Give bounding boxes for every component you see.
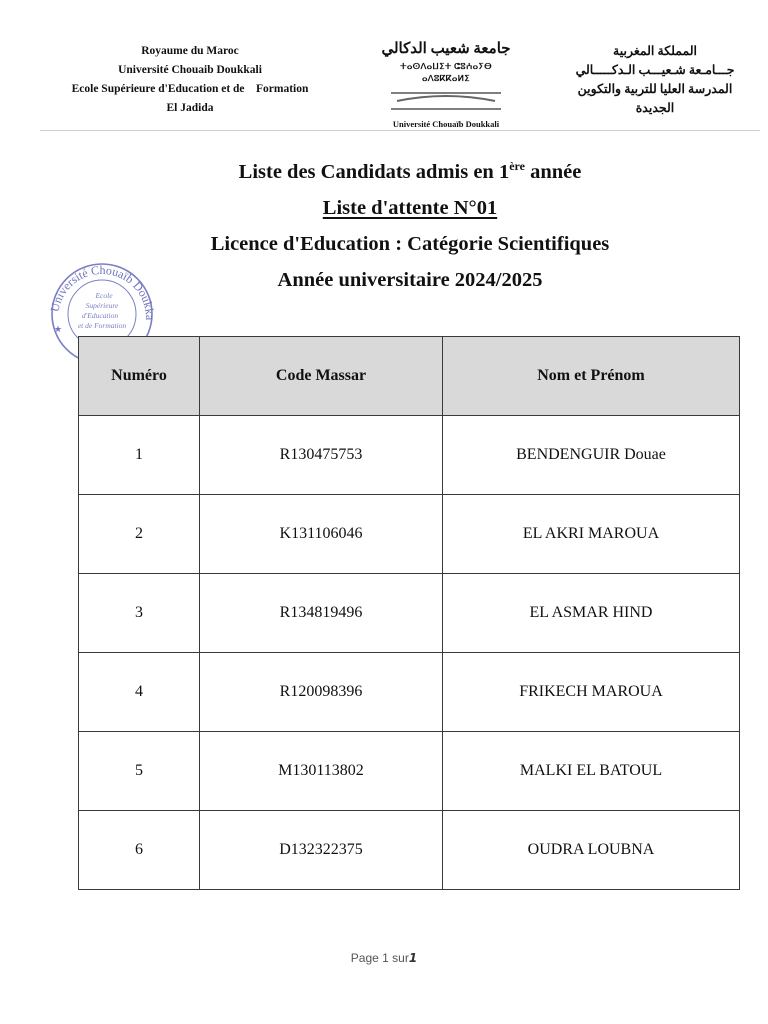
cell-numero: 4 [79,653,200,732]
table-row [79,811,740,890]
waiting-list-title: Liste d'attente N°01 [322,196,498,219]
cell-numero: 6 [79,811,200,890]
cell-code-massar: R120098396 [200,653,443,732]
cell-code-massar: D132322375 [200,811,443,890]
header-right-line: الجديدة [635,101,675,115]
cell-code-massar: R130475753 [200,416,443,495]
table-row [79,732,740,811]
table-header-row [79,337,740,416]
header-code-massar: Code Massar [200,337,443,416]
header-left-line: Université Chouaib Doukkali [118,64,262,76]
stamp-inner-line: et de Formation [77,321,127,330]
stamp-outer-text: Université Chouaïb Doukka [47,262,158,321]
logo-arabic-name: جامعة شعيب الدكالي [381,41,511,57]
academic-year-title: Année universitaire 2024/2025 [277,268,543,291]
page-number-label: Page 1 sur [350,951,409,965]
cell-code-massar: R134819496 [200,574,443,653]
stamp-inner-line: Ecole [95,291,113,300]
stamp-inner-line: d'Education [81,311,119,320]
header-right-block [560,42,750,118]
logo-french-name: Université Chouaïb Doukkali [392,119,500,129]
cell-code-massar: K131106046 [200,495,443,574]
cell-code-massar: M130113802 [200,732,443,811]
header-nom-prenom: Nom et Prénom [443,337,740,416]
logo-tifinagh-name: ⵜⴰⵙⴷⴰⵡⵉⵜ ⵛⵓⵄⴰⵢⴱ ⴰⴷⵓⴽⴽⴰⵍⵉ [400,61,492,83]
title-line-1-main: Liste des Candidats admis en 1 [238,160,510,183]
cell-nom-prenom: FRIKECH MAROUA [443,653,740,732]
university-logo [376,40,516,130]
stamp-inner-line: Supérieure [85,301,119,310]
table-row [79,653,740,732]
cell-numero: 2 [79,495,200,574]
header-left-line: Royaume du Maroc [141,45,239,57]
header-left-block [40,42,340,118]
header-right-line: جـــامـعة شـعيـــب الـدكـــــالي [575,63,735,77]
cell-nom-prenom: BENDENGUIR Douae [443,416,740,495]
table-row [79,416,740,495]
cell-numero: 1 [79,416,200,495]
header-numero: Numéro [79,337,200,416]
document-title-block [60,148,760,298]
cell-nom-prenom: EL AKRI MAROUA [443,495,740,574]
title-line-1-end: année [524,160,582,183]
header-left-line: Ecole Supérieure d'Education et de Formation [71,83,309,95]
table-row [79,574,740,653]
header-left-line: El Jadida [166,102,214,114]
cell-nom-prenom: MALKI EL BATOUL [443,732,740,811]
title-line-1 [60,148,760,190]
page-total-handwritten: 1 [408,951,418,965]
logo-emblem-icon [387,89,505,113]
candidates-table [78,336,740,890]
header-right-line: المدرسة العليا للتربية والتكوين [577,82,733,96]
title-line-1-superscript: ère [509,159,525,173]
cell-nom-prenom: OUDRA LOUBNA [443,811,740,890]
cell-numero: 3 [79,574,200,653]
program-title: Licence d'Education : Catégorie Scientifiques [210,232,610,255]
header-right-line: المملكة المغربية [613,44,697,58]
table-row [79,495,740,574]
page-footer [0,951,768,965]
cell-numero: 5 [79,732,200,811]
cell-nom-prenom: EL ASMAR HIND [443,574,740,653]
stamp-star-icon: ★ [54,324,63,334]
header-divider [40,130,760,131]
